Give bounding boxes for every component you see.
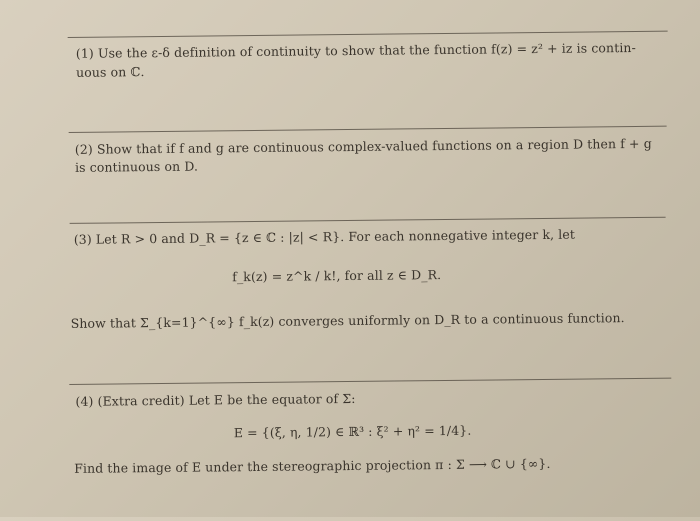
- problem-3-line-1: (3) Let R > 0 and D_R = {z ∈ ℂ : |z| < R}. For each nonnegative integer k, let: [73, 226, 576, 247]
- problem-3-line-3: Show that Σ_{k=1}^{∞} f_k(z) converges uniformly on D_R to a continuous function.: [70, 310, 625, 331]
- problem-1-line-2: uous on ℂ.: [75, 64, 145, 80]
- problem-4-line-3: Find the image of E under the stereographic projection π : Σ ⟶ ℂ ∪ {∞}.: [74, 455, 551, 476]
- separator-rule-4: [69, 378, 671, 385]
- problem-2-line-2: is continuous on D.: [74, 158, 199, 175]
- problem-4-line-1: (4) (Extra credit) Let E be the equator of Σ:: [75, 390, 356, 409]
- problem-2-line-1: (2) Show that if f and g are continuous complex-valued functions on a region D then f + g: [74, 135, 652, 157]
- separator-rule-2: [69, 126, 667, 133]
- separator-rule-1: [68, 31, 668, 38]
- problem-3-formula: f_k(z) = z^k / k!, for all z ∈ D_R.: [232, 267, 442, 285]
- problem-4-formula: E = {(ξ, η, 1/2) ∈ ℝ³ : ξ² + η² = 1/4}.: [233, 422, 472, 441]
- separator-rule-3: [70, 217, 666, 224]
- problem-1-line-1: (1) Use the ε-δ definition of continuity to show that the function f(z) = z² + iz is contin-: [75, 39, 636, 61]
